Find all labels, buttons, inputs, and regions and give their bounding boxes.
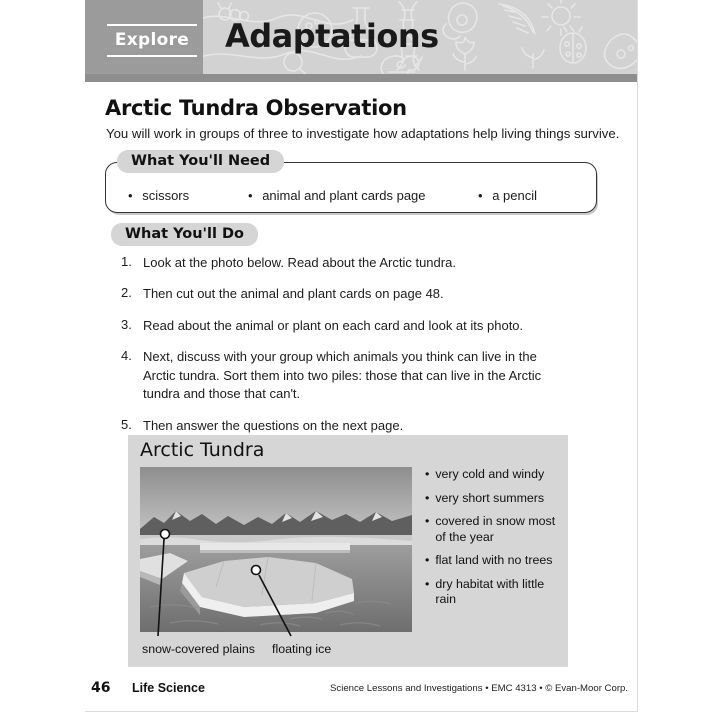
what-youll-do-label: What You'll Do bbox=[111, 223, 258, 246]
worksheet-page bbox=[85, 0, 638, 712]
callout-label-floating-ice: floating ice bbox=[272, 642, 332, 656]
materials-list bbox=[128, 188, 588, 203]
list-item bbox=[478, 188, 537, 203]
step-number: 4. bbox=[121, 348, 132, 364]
list-item bbox=[425, 514, 565, 545]
page-title: Arctic Tundra Observation bbox=[105, 96, 407, 120]
list-item bbox=[425, 577, 565, 608]
fact-text: flat land with no trees bbox=[435, 553, 553, 567]
footer-credit-text: Science Lessons and Investigations • EMC 4313 • © Evan-Moor Corp. bbox=[330, 683, 629, 694]
list-item bbox=[128, 188, 248, 203]
fact-text: covered in snow most of the year bbox=[435, 514, 556, 544]
list-item bbox=[425, 467, 565, 483]
fact-text: very cold and windy bbox=[435, 467, 545, 481]
list-item bbox=[248, 188, 478, 203]
tundra-facts-list bbox=[425, 467, 565, 616]
arctic-tundra-photo bbox=[140, 467, 412, 632]
step-number: 3. bbox=[121, 316, 132, 332]
page-header-banner bbox=[85, 0, 637, 82]
list-item bbox=[425, 491, 565, 507]
bullet-icon: • bbox=[425, 553, 430, 567]
tundra-photo-illustration bbox=[140, 467, 412, 632]
step-number: 5. bbox=[121, 416, 132, 432]
step-number: 1. bbox=[121, 254, 132, 269]
material-label: scissors bbox=[142, 188, 190, 203]
list-item bbox=[121, 317, 601, 335]
step-number: 2. bbox=[121, 285, 132, 301]
what-youll-need-label: What You'll Need bbox=[117, 150, 284, 173]
what-youll-need-box bbox=[105, 153, 597, 213]
step-text: Next, discuss with your group which animals you think can live in the Arctic tundra. Sort them into two piles: those that can live in the Arctic tundra and those that can't. bbox=[143, 349, 542, 402]
bullet-icon: • bbox=[425, 490, 430, 505]
bullet-icon: • bbox=[425, 576, 430, 591]
banner-title: Adaptations bbox=[225, 17, 439, 55]
list-item bbox=[425, 553, 565, 569]
bullet-icon: • bbox=[425, 467, 430, 481]
explore-tab[interactable] bbox=[107, 24, 197, 57]
instruction-steps-list bbox=[121, 254, 601, 448]
bullet-icon: • bbox=[478, 188, 483, 203]
explore-tab-rule-bottom bbox=[107, 55, 197, 57]
list-item bbox=[121, 348, 601, 403]
step-text: Then answer the questions on the next page. bbox=[143, 417, 404, 433]
fact-text: very short summers bbox=[435, 490, 545, 505]
bullet-icon: • bbox=[425, 514, 430, 528]
footer-subject-label: Life Science bbox=[132, 681, 205, 695]
bullet-icon: • bbox=[128, 188, 133, 203]
step-text: Read about the animal or plant on each card and look at its photo. bbox=[143, 317, 524, 333]
list-item bbox=[121, 285, 601, 303]
list-item bbox=[121, 417, 601, 435]
list-item bbox=[121, 254, 601, 272]
step-text: Look at the photo below. Read about the Arctic tundra. bbox=[143, 255, 456, 270]
step-text: Then cut out the animal and plant cards on page 48. bbox=[143, 286, 444, 302]
callout-label-snow-covered-plains: snow-covered plains bbox=[142, 642, 255, 656]
bullet-icon: • bbox=[248, 188, 253, 203]
lesson-intro-text: You will work in groups of three to investigate how adaptations help living things survive. bbox=[106, 126, 620, 141]
fact-text: dry habitat with little rain bbox=[435, 576, 545, 606]
material-label: a pencil bbox=[492, 188, 537, 203]
footer-page-number: 46 bbox=[91, 680, 111, 696]
explore-tab-label: Explore bbox=[114, 30, 190, 50]
tundra-panel-heading: Arctic Tundra bbox=[140, 439, 265, 461]
banner-bottom-strip bbox=[85, 74, 637, 82]
material-label: animal and plant cards page bbox=[262, 188, 426, 203]
arctic-tundra-panel bbox=[128, 435, 568, 667]
